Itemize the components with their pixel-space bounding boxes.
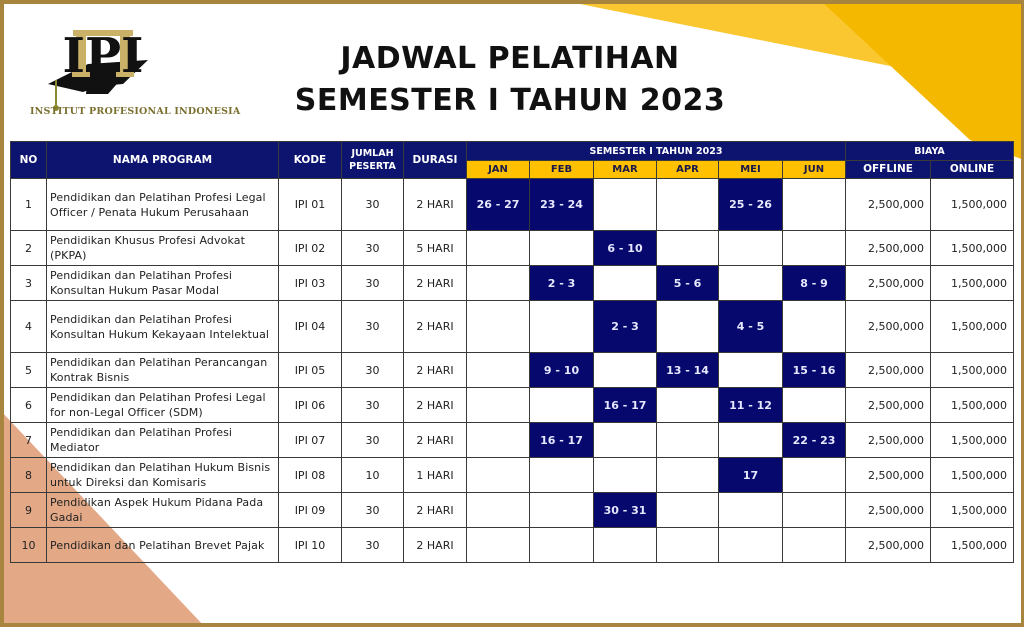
empty-schedule-cell-jun	[783, 388, 846, 423]
price-online: 1,500,000	[931, 266, 1014, 301]
empty-schedule-cell-mar	[594, 458, 657, 493]
empty-schedule-cell-jan	[467, 528, 530, 563]
empty-schedule-cell-mei	[719, 266, 783, 301]
program-name: Pendidikan Aspek Hukum Pidana Pada Gadai	[47, 493, 279, 528]
empty-schedule-cell-jan	[467, 493, 530, 528]
price-offline: 2,500,000	[846, 266, 931, 301]
duration: 2 HARI	[404, 388, 467, 423]
title-line-1: JADWAL PELATIHAN	[340, 41, 680, 76]
empty-schedule-cell-mar	[594, 528, 657, 563]
price-offline: 2,500,000	[846, 301, 931, 353]
empty-schedule-cell-mei	[719, 423, 783, 458]
empty-schedule-cell-feb	[530, 388, 594, 423]
row-number: 6	[11, 388, 47, 423]
participant-count: 30	[342, 353, 404, 388]
month-jun: JUN	[783, 161, 846, 179]
program-name: Pendidikan dan Pelatihan Hukum Bisnis untuk Direksi dan Komisaris	[47, 458, 279, 493]
program-code: IPI 02	[279, 231, 342, 266]
duration: 5 HARI	[404, 231, 467, 266]
empty-schedule-cell-apr	[657, 179, 719, 231]
program-code: IPI 01	[279, 179, 342, 231]
participant-count: 10	[342, 458, 404, 493]
program-name: Pendidikan dan Pelatihan Profesi Mediator	[47, 423, 279, 458]
header-jumlah-peserta: JUMLAH PESERTA	[342, 142, 404, 179]
program-name: Pendidikan dan Pelatihan Profesi Konsultan Hukum Kekayaan Intelektual	[47, 301, 279, 353]
row-number: 10	[11, 528, 47, 563]
price-online: 1,500,000	[931, 231, 1014, 266]
row-number: 4	[11, 301, 47, 353]
participant-count: 30	[342, 179, 404, 231]
table-row	[11, 231, 1014, 266]
empty-schedule-cell-jan	[467, 231, 530, 266]
schedule-cell-feb: 23 - 24	[530, 179, 594, 231]
schedule-cell-mei: 17	[719, 458, 783, 493]
header-kode: KODE	[279, 142, 342, 179]
price-offline: 2,500,000	[846, 423, 931, 458]
price-online: 1,500,000	[931, 528, 1014, 563]
empty-schedule-cell-apr	[657, 231, 719, 266]
participant-count: 30	[342, 301, 404, 353]
empty-schedule-cell-jun	[783, 458, 846, 493]
empty-schedule-cell-jun	[783, 493, 846, 528]
row-number: 3	[11, 266, 47, 301]
duration: 2 HARI	[404, 423, 467, 458]
empty-schedule-cell-jan	[467, 301, 530, 353]
empty-schedule-cell-jun	[783, 528, 846, 563]
empty-schedule-cell-jan	[467, 266, 530, 301]
schedule-cell-mei: 4 - 5	[719, 301, 783, 353]
participant-count: 30	[342, 388, 404, 423]
empty-schedule-cell-jan	[467, 388, 530, 423]
title-line-2: SEMESTER I TAHUN 2023	[294, 83, 726, 118]
empty-schedule-cell-apr	[657, 301, 719, 353]
row-number: 5	[11, 353, 47, 388]
table-row	[11, 493, 1014, 528]
price-online: 1,500,000	[931, 493, 1014, 528]
table-row	[11, 458, 1014, 493]
schedule-cell-jun: 15 - 16	[783, 353, 846, 388]
empty-schedule-cell-feb	[530, 493, 594, 528]
price-offline: 2,500,000	[846, 388, 931, 423]
header-online: ONLINE	[931, 161, 1014, 179]
header-semester: SEMESTER I TAHUN 2023	[467, 142, 846, 161]
price-online: 1,500,000	[931, 179, 1014, 231]
empty-schedule-cell-apr	[657, 423, 719, 458]
header-offline: OFFLINE	[846, 161, 931, 179]
empty-schedule-cell-apr	[657, 493, 719, 528]
row-number: 2	[11, 231, 47, 266]
duration: 2 HARI	[404, 179, 467, 231]
empty-schedule-cell-feb	[530, 301, 594, 353]
schedule-cell-jan: 26 - 27	[467, 179, 530, 231]
header-biaya: BIAYA	[846, 142, 1014, 161]
price-online: 1,500,000	[931, 388, 1014, 423]
header-nama-program: NAMA PROGRAM	[47, 142, 279, 179]
top-right-yellow-band	[820, 0, 1024, 160]
table-row	[11, 423, 1014, 458]
empty-schedule-cell-mar	[594, 423, 657, 458]
empty-schedule-cell-apr	[657, 388, 719, 423]
table-row	[11, 266, 1014, 301]
row-number: 9	[11, 493, 47, 528]
participant-count: 30	[342, 231, 404, 266]
empty-schedule-cell-feb	[530, 458, 594, 493]
program-code: IPI 10	[279, 528, 342, 563]
table-row	[11, 301, 1014, 353]
price-online: 1,500,000	[931, 458, 1014, 493]
schedule-cell-apr: 13 - 14	[657, 353, 719, 388]
row-number: 8	[11, 458, 47, 493]
table-row	[11, 179, 1014, 231]
price-offline: 2,500,000	[846, 458, 931, 493]
month-mei: MEI	[719, 161, 783, 179]
schedule-cell-feb: 16 - 17	[530, 423, 594, 458]
table-row	[11, 528, 1014, 563]
schedule-cell-mar: 16 - 17	[594, 388, 657, 423]
program-code: IPI 04	[279, 301, 342, 353]
svg-text:IPI: IPI	[62, 28, 144, 84]
empty-schedule-cell-apr	[657, 528, 719, 563]
duration: 2 HARI	[404, 301, 467, 353]
empty-schedule-cell-jun	[783, 231, 846, 266]
row-number: 1	[11, 179, 47, 231]
schedule-cell-mar: 30 - 31	[594, 493, 657, 528]
schedule-cell-mar: 6 - 10	[594, 231, 657, 266]
empty-schedule-cell-jun	[783, 301, 846, 353]
price-online: 1,500,000	[931, 353, 1014, 388]
duration: 2 HARI	[404, 266, 467, 301]
header-no: NO	[11, 142, 47, 179]
participant-count: 30	[342, 493, 404, 528]
empty-schedule-cell-mar	[594, 179, 657, 231]
empty-schedule-cell-mei	[719, 493, 783, 528]
empty-schedule-cell-mei	[719, 231, 783, 266]
training-schedule-table	[10, 141, 1014, 563]
table-row	[11, 353, 1014, 388]
price-offline: 2,500,000	[846, 231, 931, 266]
schedule-cell-jun: 8 - 9	[783, 266, 846, 301]
empty-schedule-cell-jan	[467, 423, 530, 458]
price-offline: 2,500,000	[846, 353, 931, 388]
program-code: IPI 09	[279, 493, 342, 528]
schedule-cell-feb: 9 - 10	[530, 353, 594, 388]
price-offline: 2,500,000	[846, 179, 931, 231]
program-code: IPI 06	[279, 388, 342, 423]
schedule-cell-mar: 2 - 3	[594, 301, 657, 353]
month-feb: FEB	[530, 161, 594, 179]
empty-schedule-cell-mei	[719, 353, 783, 388]
program-name: Pendidikan Khusus Profesi Advokat (PKPA)	[47, 231, 279, 266]
empty-schedule-cell-mar	[594, 353, 657, 388]
duration: 1 HARI	[404, 458, 467, 493]
empty-schedule-cell-feb	[530, 231, 594, 266]
duration: 2 HARI	[404, 528, 467, 563]
empty-schedule-cell-jan	[467, 458, 530, 493]
price-online: 1,500,000	[931, 301, 1014, 353]
page-title	[280, 38, 740, 122]
duration: 2 HARI	[404, 353, 467, 388]
empty-schedule-cell-feb	[530, 528, 594, 563]
schedule-cell-feb: 2 - 3	[530, 266, 594, 301]
participant-count: 30	[342, 423, 404, 458]
program-code: IPI 08	[279, 458, 342, 493]
duration: 2 HARI	[404, 493, 467, 528]
table-row	[11, 388, 1014, 423]
month-apr: APR	[657, 161, 719, 179]
program-name: Pendidikan dan Pelatihan Perancangan Kontrak Bisnis	[47, 353, 279, 388]
header-durasi: DURASI	[404, 142, 467, 179]
logo-caption: INSTITUT PROFESIONAL INDONESIA	[30, 106, 241, 117]
program-name: Pendidikan dan Pelatihan Brevet Pajak	[47, 528, 279, 563]
program-name: Pendidikan dan Pelatihan Profesi Legal Officer / Penata Hukum Perusahaan	[47, 179, 279, 231]
participant-count: 30	[342, 266, 404, 301]
price-online: 1,500,000	[931, 423, 1014, 458]
month-mar: MAR	[594, 161, 657, 179]
empty-schedule-cell-jan	[467, 353, 530, 388]
schedule-cell-apr: 5 - 6	[657, 266, 719, 301]
empty-schedule-cell-mar	[594, 266, 657, 301]
program-code: IPI 03	[279, 266, 342, 301]
month-jan: JAN	[467, 161, 530, 179]
schedule-cell-mei: 25 - 26	[719, 179, 783, 231]
empty-schedule-cell-mei	[719, 528, 783, 563]
program-code: IPI 05	[279, 353, 342, 388]
program-name: Pendidikan dan Pelatihan Profesi Konsultan Hukum Pasar Modal	[47, 266, 279, 301]
price-offline: 2,500,000	[846, 528, 931, 563]
program-code: IPI 07	[279, 423, 342, 458]
price-offline: 2,500,000	[846, 493, 931, 528]
program-name: Pendidikan dan Pelatihan Profesi Legal for non-Legal Officer (SDM)	[47, 388, 279, 423]
row-number: 7	[11, 423, 47, 458]
empty-schedule-cell-apr	[657, 458, 719, 493]
schedule-cell-jun: 22 - 23	[783, 423, 846, 458]
schedule-cell-mei: 11 - 12	[719, 388, 783, 423]
empty-schedule-cell-jun	[783, 179, 846, 231]
participant-count: 30	[342, 528, 404, 563]
